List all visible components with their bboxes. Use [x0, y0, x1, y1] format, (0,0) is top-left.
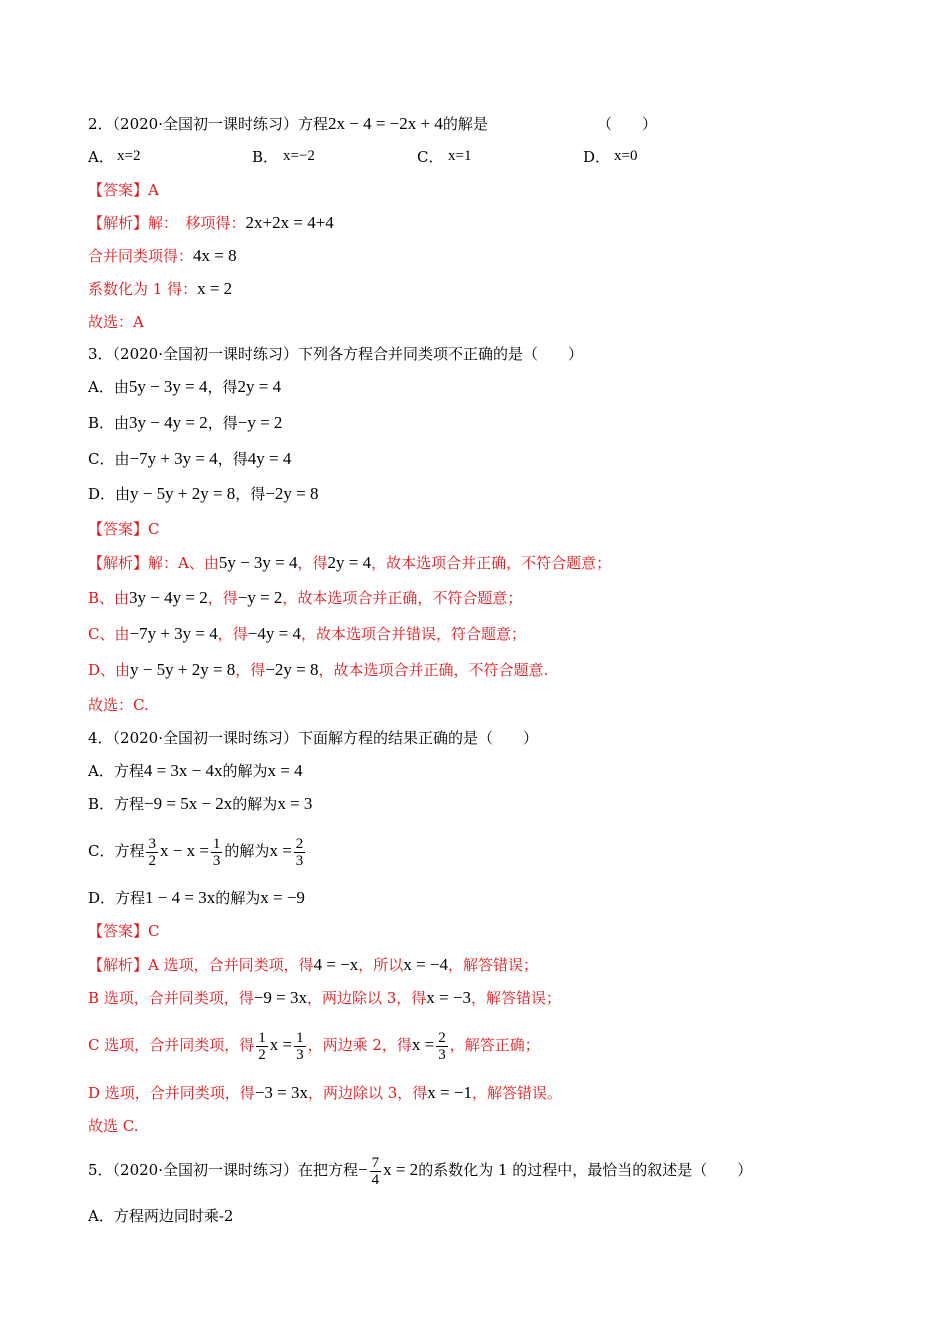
q3-option-b: B．由3y − 4y = 2，得−y = 2 [88, 413, 283, 432]
q3-analysis-4: D、由y − 5y + 2y = 8，得−2y = 8，故本选项合并正确，不符合题意. [88, 660, 549, 679]
q3-choice: 故选：C. [88, 696, 149, 714]
q2-option-a: x=2 [117, 148, 141, 164]
q3-analysis-1: 【解析】解：A、由5y − 3y = 4，得2y = 4，故本选项合并正确，不符合题意； [88, 553, 612, 572]
q2-option-b: x=−2 [283, 148, 315, 164]
q5-stem: 5．（2020·全国初一课时练习）在把方程− $\frac{7}{4}$ x = 2的系数化为 1 的过程中，最恰当的叙述是（ ） [88, 1154, 753, 1188]
q3-option-c: C．由−7y + 3y = 4，得4y = 4 [88, 449, 292, 468]
q3-stem: 3．（2020·全国初一课时练习）下列各方程合并同类项不正确的是（ ） [88, 345, 583, 363]
q3-option-a: A．由5y − 3y = 4，得2y = 4 [88, 377, 282, 396]
q3-answer: 【答案】C [88, 520, 160, 538]
q4-option-d: D．方程1 − 4 = 3x的解为x = −9 [88, 888, 305, 907]
q2-analysis-2: 合并同类项得：4x = 8 [88, 246, 237, 265]
q2-option-c: x=1 [448, 148, 472, 164]
q2-option-a-label: A． [88, 148, 114, 166]
q2-paren: （ ） [597, 115, 658, 133]
q2-answer: 【答案】A [88, 181, 159, 199]
q3-analysis-2: B、由3y − 4y = 2，得−y = 2，故本选项合并正确，不符合题意； [88, 588, 523, 607]
q4-stem: 4．（2020·全国初一课时练习）下面解方程的结果正确的是（ ） [88, 729, 538, 747]
q3-analysis-3: C、由−7y + 3y = 4，得−4y = 4，故本选项合并错误，符合题意； [88, 624, 526, 643]
q2-choice: 故选：A [88, 313, 144, 331]
q4-analysis-2: B 选项，合并同类项，得−9 = 3x，两边除以 3，得x = −3，解答错误； [88, 988, 561, 1007]
q2-option-b-label: B． [252, 148, 279, 166]
q4-analysis-4: D 选项，合并同类项，得−3 = 3x，两边除以 3，得x = −1，解答错误。 [88, 1083, 562, 1102]
q4-analysis-1: 【解析】A 选项，合并同类项，得4 = −x，所以x = −4，解答错误； [88, 955, 539, 974]
q2-option-c-label: C． [417, 148, 444, 166]
q2-analysis-3: 系数化为 1 得：x = 2 [88, 279, 233, 298]
q4-answer: 【答案】C [88, 922, 160, 940]
q4-option-b: B．方程−9 = 5x − 2x的解为x = 3 [88, 794, 313, 813]
q5-option-a: A．方程两边同时乘-2 [88, 1207, 234, 1225]
q3-option-d: D．由y − 5y + 2y = 8，得−2y = 8 [88, 484, 319, 503]
q2-analysis-1: 【解析】解： 移项得：2x+2x = 4+4 [88, 213, 334, 232]
q4-option-c: C．方程 $\frac{3}{2}$ x − x = $\frac{1}{3}$ 的解为x = $\frac{2}{3}$ [88, 835, 304, 869]
q2-equation: 2x − 4 = −2x + 4 [328, 114, 443, 133]
q2-option-d-label: D． [583, 148, 611, 166]
q4-option-a: A．方程4 = 3x − 4x的解为x = 4 [88, 761, 303, 780]
q2-option-d: x=0 [614, 148, 638, 164]
q2-stem: 2．（2020·全国初一课时练习）方程2x − 4 = −2x + 4的解是 [88, 114, 488, 133]
q4-choice: 故选 C. [88, 1117, 139, 1135]
q4-analysis-3: C 选项，合并同类项，得 $\frac{1}{2}$ x = $\frac{1}{3}$ ，两边乘 2，得x = $\frac{2}{3}$ ，解答正确； [88, 1029, 540, 1063]
